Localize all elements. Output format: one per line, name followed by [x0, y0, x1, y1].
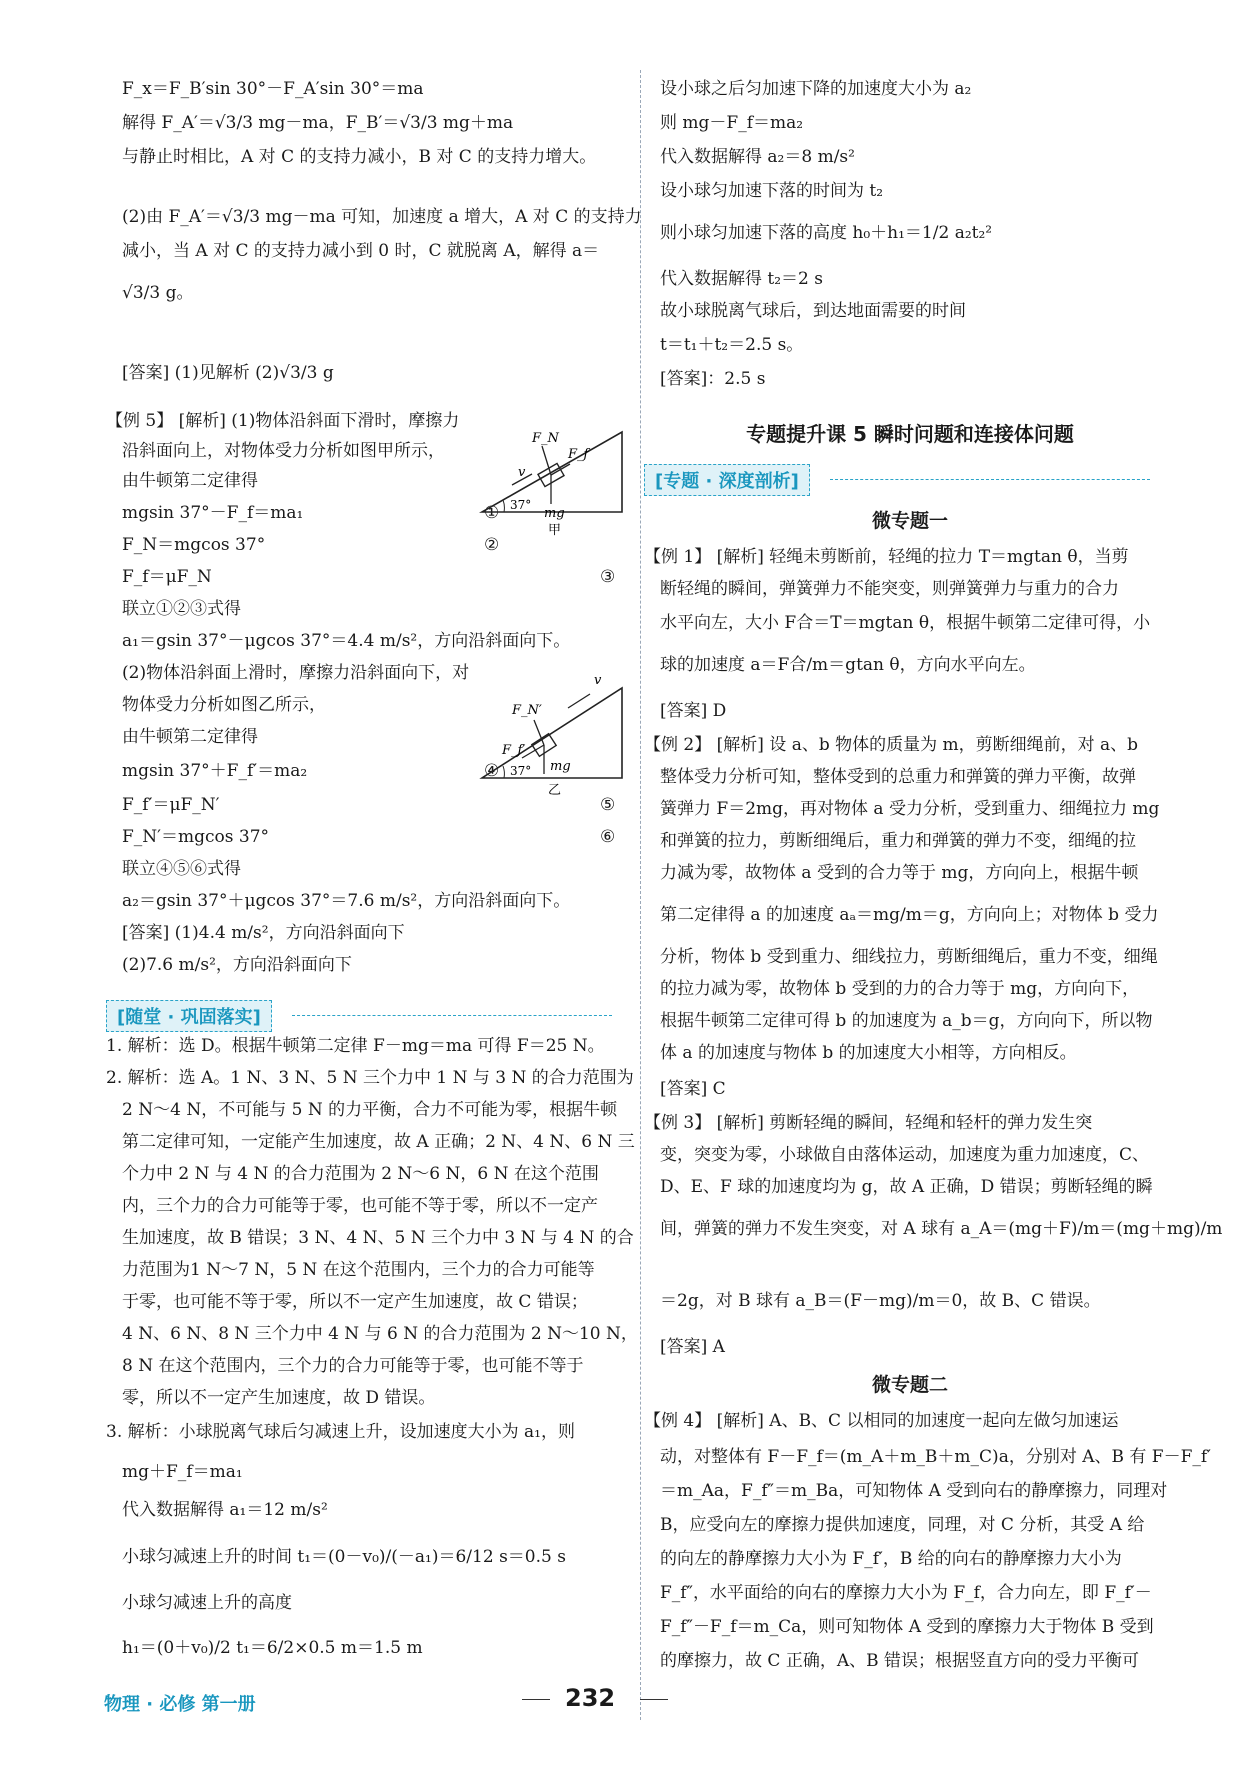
- right-line: 的拉力减为零，故物体 b 受到的力的合力等于 mg，方向向下，: [660, 979, 1140, 999]
- figure-jia: [472, 392, 632, 542]
- left-line: a₁＝gsin 37°－μgcos 37°＝4.4 m/s²，方向沿斜面向下。: [122, 631, 571, 651]
- left-line: F_f′＝μF_N′: [122, 795, 220, 815]
- left-line: 联立④⑤⑥式得: [122, 859, 241, 879]
- page-number: 232: [565, 1684, 616, 1712]
- figure-jia-v: v: [518, 465, 526, 480]
- left-line: 小球匀减速上升的时间 t₁＝(0－v₀)/(－a₁)＝6/12 s＝0.5 s: [122, 1547, 566, 1567]
- footer-dash-left: [522, 1699, 550, 1700]
- right-line: ＝2g，对 B 球有 a_B＝(F－mg)/m＝0，故 B、C 错误。: [660, 1291, 1101, 1311]
- right-line: 和弹簧的拉力，剪断细绳后，重力和弹簧的弹力不变，细绳的拉: [660, 831, 1136, 851]
- subtopic-1-title: 微专题一: [871, 510, 948, 532]
- right-line: 【例 4】 [解析] A、B、C 以相同的加速度一起向左做匀加速运: [644, 1411, 1119, 1431]
- left-line: 第二定律可知，一定能产生加速度，故 A 正确；2 N、4 N、6 N 三: [122, 1132, 635, 1152]
- left-line: 由牛顿第二定律得: [122, 471, 258, 491]
- left-line: 个力中 2 N 与 4 N 的合力范围为 2 N～6 N，6 N 在这个范围: [122, 1164, 599, 1184]
- right-line: 故小球脱离气球后，到达地面需要的时间: [660, 301, 966, 321]
- right-line: 代入数据解得 a₂＝8 m/s²: [660, 147, 855, 167]
- right-line: 间，弹簧的弹力不发生突变，对 A 球有 a_A＝(mg＋F)/m＝(mg＋mg)/m: [660, 1219, 1223, 1239]
- right-line: F_f″－F_f＝m_Ca，则可知物体 A 受到的摩擦力大于物体 B 受到: [660, 1617, 1154, 1637]
- left-line: 解得 F_A′＝√3/3 mg－ma，F_B′＝√3/3 mg＋ma: [122, 113, 514, 133]
- left-line: 与静止时相比，A 对 C 的支持力减小，B 对 C 的支持力增大。: [122, 147, 597, 167]
- right-line: [答案] A: [660, 1337, 725, 1357]
- subtopic-2-title: 微专题二: [871, 1374, 948, 1396]
- left-line: 4 N、6 N、8 N 三个力中 4 N 与 6 N 的合力范围为 2 N～10 N，: [122, 1324, 638, 1344]
- left-line: 代入数据解得 a₁＝12 m/s²: [122, 1500, 328, 1520]
- right-line: F_f″，水平面给的向右的摩擦力大小为 F_f，合力向左，即 F_f′－: [660, 1583, 1152, 1603]
- right-line: 球的加速度 a＝F合/m＝gtan θ，方向水平向左。: [660, 655, 1036, 675]
- section-header-zhuanti-label: [专题 · 深度剖析]: [644, 464, 810, 496]
- right-line: 则 mg－F_f＝ma₂: [660, 113, 804, 133]
- left-line: 2 N～4 N，不可能与 5 N 的力平衡，合力不可能为零，根据牛顿: [122, 1100, 618, 1120]
- figure-yi-angle: 37°: [510, 764, 532, 778]
- footer-book-title: 物理 · 必修 第一册: [104, 1694, 256, 1715]
- right-line: 断轻绳的瞬间，弹簧弹力不能突变，则弹簧弹力与重力的合力: [660, 579, 1119, 599]
- right-line: 簧弹力 F＝2mg，再对物体 a 受力分析，受到重力、细绳拉力 mg: [660, 799, 1160, 819]
- left-line: 物体受力分析如图乙所示，: [122, 695, 326, 715]
- left-line: mg＋F_f＝ma₁: [122, 1462, 243, 1482]
- figure-yi-v: v: [594, 673, 602, 688]
- footer-dash-right: [640, 1699, 668, 1700]
- left-line: (2)物体沿斜面上滑时，摩擦力沿斜面向下，对: [122, 663, 470, 683]
- right-line: 【例 1】 [解析] 轻绳未剪断前，轻绳的拉力 T＝mgtan θ，当剪: [644, 547, 1129, 567]
- left-line: 1. 解析：选 D。根据牛顿第二定律 F－mg＝ma 可得 F＝25 N。: [106, 1036, 605, 1056]
- section-header-suitang-label: [随堂 · 巩固落实]: [106, 1000, 272, 1032]
- section-header-zhuanti-rule: [830, 479, 1150, 480]
- section-header-suitang: [106, 1000, 612, 1030]
- left-line: 减小，当 A 对 C 的支持力减小到 0 时，C 就脱离 A，解得 a＝: [122, 241, 600, 261]
- left-line: (2)由 F_A′＝√3/3 mg－ma 可知，加速度 a 增大，A 对 C 的支持力: [122, 207, 642, 227]
- left-line: F_N＝mgcos 37°: [122, 535, 266, 555]
- left-line: 2. 解析：选 A。1 N、3 N、5 N 三个力中 1 N 与 3 N 的合力范围为: [106, 1068, 634, 1088]
- equation-number: ⑥: [600, 827, 616, 847]
- left-line: [答案] (1)见解析 (2)√3/3 g: [122, 363, 334, 383]
- figure-jia-ff: F_f: [568, 447, 589, 462]
- left-line: [答案] (1)4.4 m/s²，方向沿斜面向下: [122, 923, 405, 943]
- right-line: t＝t₁＋t₂＝2.5 s。: [660, 335, 804, 355]
- right-line: 设小球匀加速下落的时间为 t₂: [660, 181, 884, 201]
- section-header-zhuanti: [644, 464, 1150, 494]
- right-line: 水平向左，大小 F合＝T＝mgtan θ，根据牛顿第二定律可得，小: [660, 613, 1151, 633]
- figure-yi-fn: F_N′: [512, 703, 542, 718]
- right-line: 【例 2】 [解析] 设 a、b 物体的质量为 m，剪断细绳前，对 a、b: [644, 735, 1139, 755]
- course-title: 专题提升课 5 瞬时问题和连接体问题: [746, 422, 1074, 446]
- right-line: [答案]：2.5 s: [660, 369, 766, 389]
- right-line: 【例 3】 [解析] 剪断轻绳的瞬间，轻绳和轻杆的弹力发生突: [644, 1113, 1093, 1133]
- left-line: F_N′＝mgcos 37°: [122, 827, 270, 847]
- right-line: 代入数据解得 t₂＝2 s: [660, 269, 823, 289]
- left-line: 沿斜面向上，对物体受力分析如图甲所示，: [122, 441, 445, 461]
- figure-yi-caption: 乙: [548, 783, 562, 798]
- left-line: 联立①②③式得: [122, 599, 241, 619]
- right-line: 变，突变为零，小球做自由落体运动，加速度为重力加速度，C、: [660, 1145, 1150, 1165]
- figure-yi-ff: F_f′: [502, 743, 526, 758]
- equation-number: ④: [484, 761, 500, 781]
- equation-number: ⑤: [600, 795, 616, 815]
- right-line: B，应受向左的摩擦力提供加速度，同理，对 C 分析，其受 A 给: [660, 1515, 1145, 1535]
- left-line: a₂＝gsin 37°＋μgcos 37°＝7.6 m/s²，方向沿斜面向下。: [122, 891, 571, 911]
- right-line: 整体受力分析可知，整体受到的总重力和弹簧的弹力平衡，故弹: [660, 767, 1136, 787]
- left-line: 力范围为1 N～7 N，5 N 在这个范围内，三个力的合力可能等: [122, 1260, 595, 1280]
- left-line: (2)7.6 m/s²，方向沿斜面向下: [122, 955, 352, 975]
- left-line: 【例 5】 [解析] (1)物体沿斜面下滑时，摩擦力: [106, 411, 460, 431]
- figure-jia-angle: 37°: [510, 498, 532, 512]
- left-line: mgsin 37°－F_f＝ma₁: [122, 503, 304, 523]
- right-line: 的摩擦力，故 C 正确，A、B 错误；根据竖直方向的受力平衡可: [660, 1651, 1139, 1671]
- left-line: 由牛顿第二定律得: [122, 727, 258, 747]
- left-line: 零，所以不一定产生加速度，故 D 错误。: [122, 1388, 436, 1408]
- left-line: h₁＝(0＋v₀)/2 t₁＝6/2×0.5 m＝1.5 m: [122, 1638, 423, 1658]
- right-line: 根据牛顿第二定律可得 b 的加速度为 a_b＝g，方向向下，所以物: [660, 1011, 1153, 1031]
- figure-jia-fn: F_N: [532, 431, 559, 446]
- right-line: [答案] D: [660, 701, 727, 721]
- right-line: 动，对整体有 F－F_f＝(m_A＋m_B＋m_C)a，分别对 A、B 有 F－F_f′: [660, 1447, 1212, 1467]
- left-line: 小球匀减速上升的高度: [122, 1593, 292, 1613]
- right-line: 第二定律得 a 的加速度 aₐ＝mg/m＝g，方向向上；对物体 b 受力: [660, 905, 1159, 925]
- section-header-suitang-rule: [292, 1015, 612, 1016]
- left-line: 内，三个力的合力可能等于零，也可能不等于零，所以不一定产: [122, 1196, 598, 1216]
- left-line: F_x＝F_B′sin 30°－F_A′sin 30°＝ma: [122, 79, 424, 99]
- left-line: F_f＝μF_N: [122, 567, 212, 587]
- figure-jia-mg: mg: [544, 506, 565, 521]
- right-line: 则小球匀加速下落的高度 h₀＋h₁＝1/2 a₂t₂²: [660, 223, 993, 243]
- left-line: 8 N 在这个范围内，三个力的合力可能等于零，也可能不等于: [122, 1356, 584, 1376]
- right-line: D、E、F 球的加速度均为 g，故 A 正确，D 错误；剪断轻绳的瞬: [660, 1177, 1153, 1197]
- equation-number: ③: [600, 567, 616, 587]
- figure-yi: [472, 658, 632, 798]
- left-line: √3/3 g。: [122, 283, 194, 303]
- right-line: 的向左的静摩擦力大小为 F_f′，B 给的向右的静摩擦力大小为: [660, 1549, 1122, 1569]
- left-line: 3. 解析：小球脱离气球后匀减速上升，设加速度大小为 a₁，则: [106, 1422, 575, 1442]
- right-line: ＝m_Aa，F_f″＝m_Ba，可知物体 A 受到向右的静摩擦力，同理对: [660, 1481, 1168, 1501]
- figure-jia-caption: 甲: [548, 523, 562, 538]
- right-line: 体 a 的加速度与物体 b 的加速度大小相等，方向相反。: [660, 1043, 1077, 1063]
- equation-number: ②: [484, 535, 500, 555]
- column-divider: [640, 70, 641, 1720]
- left-line: mgsin 37°＋F_f′＝ma₂: [122, 761, 308, 781]
- right-line: 力减为零，故物体 a 受到的合力等于 mg，方向向上，根据牛顿: [660, 863, 1139, 883]
- figure-yi-mg: mg: [550, 759, 571, 774]
- left-line: 生加速度，故 B 错误；3 N、4 N、5 N 三个力中 3 N 与 4 N 的合: [122, 1228, 634, 1248]
- right-line: 设小球之后匀加速下降的加速度大小为 a₂: [660, 79, 972, 99]
- left-line: 于零，也可能不等于零，所以不一定产生加速度，故 C 错误；: [122, 1292, 588, 1312]
- equation-number: ①: [484, 503, 500, 523]
- right-line: 分析，物体 b 受到重力、细线拉力，剪断细绳后，重力不变，细绳: [660, 947, 1158, 967]
- right-line: [答案] C: [660, 1079, 726, 1099]
